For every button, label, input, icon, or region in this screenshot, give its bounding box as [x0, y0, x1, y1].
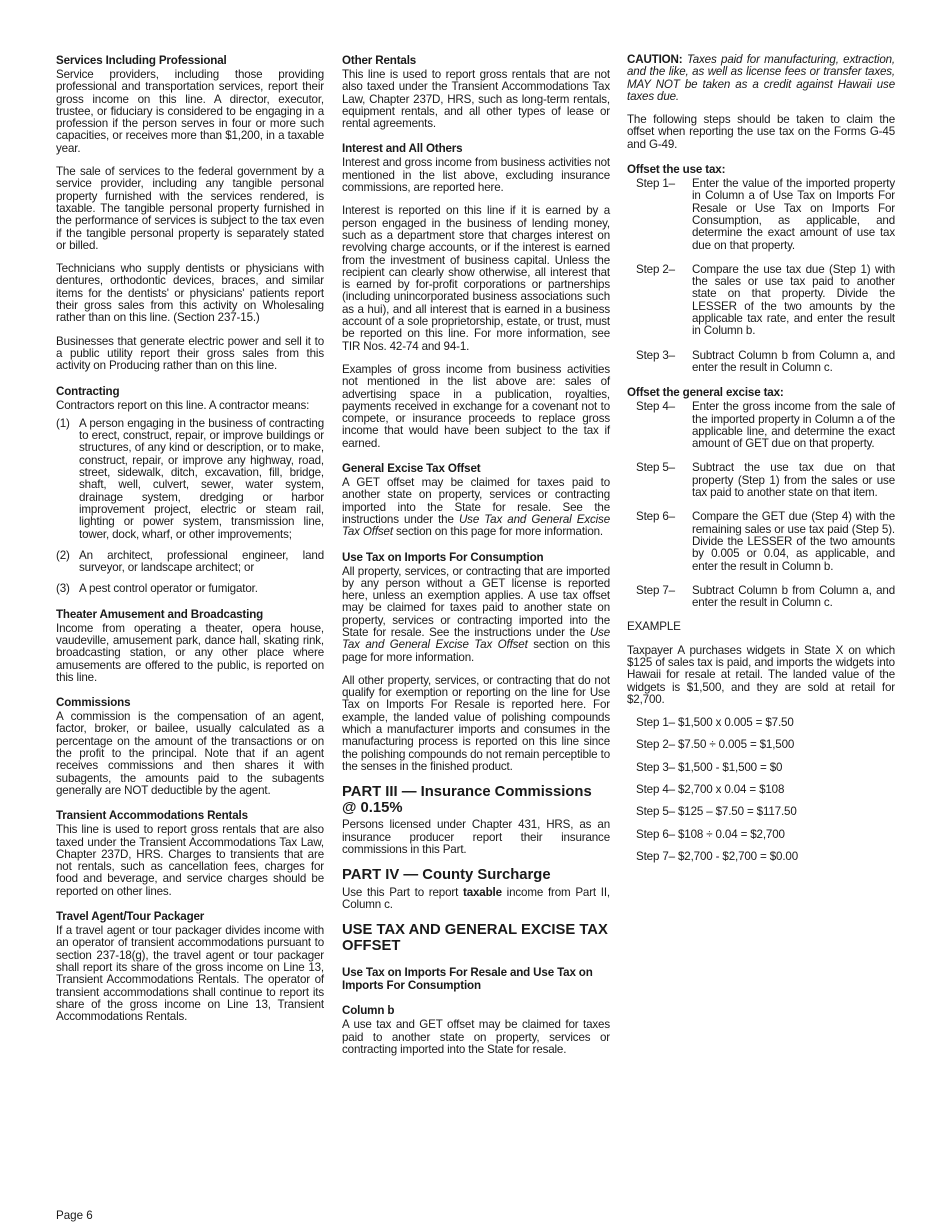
offset-get-heading: Offset the general excise tax:: [627, 386, 784, 400]
list-item: [56, 418, 324, 541]
list-item-text: A pest control operator or fumigator.: [79, 582, 258, 596]
transient-heading: Transient Accommodations Rentals: [56, 809, 248, 823]
step-label: Step 6–: [636, 510, 675, 524]
theater-paragraph: Income from operating a theater, opera house, vaudeville, amusement park, dance hall, skating rink, broadcasting station, or any other place where amusements are offered to the public, is reported on this line.: [56, 621, 324, 684]
step-item: [636, 462, 895, 499]
offset-use-tax-heading: Offset the use tax:: [627, 163, 726, 177]
example-calc-line: Step 4– $2,700 x 0.04 = $108: [636, 783, 785, 797]
use-tax-paragraph-1: [342, 566, 610, 664]
example-calc-line: Step 3– $1,500 - $1,500 = $0: [636, 760, 783, 774]
part4-text-b: income from Part II, Column c.: [342, 885, 610, 911]
column-right: [627, 46, 895, 873]
column-middle: [342, 46, 610, 1067]
get-offset-reference: Use Tax and General Excise Tax Offset: [342, 512, 610, 539]
example-label: EXAMPLE: [627, 620, 681, 634]
step-item: [636, 511, 895, 572]
example-calc-line: Step 1– $1,500 x 0.005 = $7.50: [636, 716, 794, 730]
services-paragraph-4: Businesses that generate electric power and sell it to a public utility report their gross sales from this activity on Producing rather than on this line.: [56, 334, 324, 373]
interest-paragraph-2: Interest is reported on this line if it is earned by a person engaged in the business of lending money, such as a department store that charges interest on revolving charge accounts, or if the interest is earned from the investment of business capital. Unless the recipient can clearly show otherwise, all interest that is earned by for-profit corporations or partnerships (including unincorporated business associations such as a hui), and all interest that is earned in a business account of a sole proprietorship, estate, or trust, must be reported on this line. For more information, see TIR Nos. 42-74 and 94-1.: [342, 204, 610, 353]
step-text: Subtract Column b from Column a, and enter the result in Column c.: [692, 583, 895, 610]
commissions-heading: Commissions: [56, 696, 131, 710]
list-item-number: (3): [56, 582, 70, 596]
interest-heading: Interest and All Others: [342, 142, 463, 156]
step-text: Compare the GET due (Step 4) with the remaining sales or use tax paid (Step 5). Divide the LESSER of the two amounts by 0.005 or 0.04, as applicable, and enter the result in Column b.: [692, 510, 895, 573]
services-paragraph-1: Service providers, including those providing professional and transportation services, report their gross income on this line. A director, executor, trustee, or fiduciary is considered to be engaging in a profession if the person serves in four or more such capacities, or receives more than $1,200, in a taxable year.: [56, 68, 324, 155]
example-calc-line: Step 7– $2,700 - $2,700 = $0.00: [636, 849, 798, 863]
offset-intro-paragraph: The following steps should be taken to claim the offset when reporting the use tax on the Forms G-45 and G-49.: [627, 113, 895, 151]
list-item: [56, 583, 324, 595]
caution-paragraph: [627, 54, 895, 103]
step-text: Subtract the use tax due on that property (Step 1) from the sales or use tax paid to another state on that item.: [692, 461, 895, 500]
part3-heading: PART III — Insurance Commissions @ 0.15%: [342, 784, 592, 816]
step-text: Subtract Column b from Column a, and enter the result in Column c.: [692, 348, 895, 374]
list-item-text: An architect, professional engineer, land surveyor, or landscape architect; or: [79, 548, 324, 575]
use-get-subheading: Use Tax on Imports For Resale and Use Tax on Imports For Consumption: [342, 966, 593, 993]
part4-heading: PART IV — County Surcharge: [342, 867, 551, 884]
example-paragraph: Taxpayer A purchases widgets in State X on which $125 of sales tax is paid, and imports the widgets into Hawaii for resale at retail. The landed value of the widgets is $1,500, and they are sold at retail for $2,700.: [627, 643, 895, 706]
other-rentals-paragraph: This line is used to report gross rentals that are not also taxed under the Transient Accommodations Tax Law, Chapter 237D, HRS, such as long-term rentals, equipment rentals, and all other types of lease or rental agreements.: [342, 68, 610, 131]
use-get-offset-heading: USE TAX AND GENERAL EXCISE TAX OFFSET: [342, 922, 608, 954]
get-offset-text-b: section on this page for more information.: [392, 525, 604, 539]
part4-text-a: Use this Part to report: [342, 885, 463, 899]
example-calc-line: Step 6– $108 ÷ 0.04 = $2,700: [636, 827, 785, 841]
column-b-paragraph: A use tax and GET offset may be claimed for taxes paid to another state on property, services or contracting imported into the State for resale.: [342, 1018, 610, 1056]
caution-text: Taxes paid for manufacturing, extraction, and the like, as well as license fees or transfer taxes, MAY NOT be taken as a credit against Hawaii use taxes due.: [627, 53, 895, 103]
step-item: [636, 350, 895, 375]
example-calc-line: Step 2– $7.50 ÷ 0.005 = $1,500: [636, 738, 795, 752]
example-calc-line: Step 5– $125 – $7.50 = $117.50: [636, 805, 797, 819]
page-number: Page 6: [56, 1209, 93, 1222]
other-rentals-heading: Other Rentals: [342, 54, 417, 67]
step-text: Enter the gross income from the sale of the imported property in Column a of the applicable line, and determine the exact amount of GET due on that property.: [692, 400, 895, 451]
theater-heading: Theater Amusement and Broadcasting: [56, 607, 264, 621]
list-item: [56, 550, 324, 575]
list-item-number: (2): [56, 548, 70, 562]
contracting-paragraph: Contractors report on this line. A contractor means:: [56, 398, 310, 412]
list-item-text: A person engaging in the business of contracting to erect, construct, repair, or improve buildings or structures, of any kind or description, or to make, construct, repair, or improve any highway, road, street, sidewalk, ditch, excavation, fill, bridge, shaft, well, culvert, sewer, water system, drainage system, dredging or harbor improvement project, electric or steam rail, lighting or power system, transmission line, tower, dock, wharf, or other improvements;: [79, 416, 324, 541]
caution-label: CAUTION:: [627, 53, 683, 66]
get-offset-heading: General Excise Tax Offset: [342, 462, 481, 476]
step-item: [636, 401, 895, 450]
list-item-number: (1): [56, 416, 70, 430]
transient-paragraph: This line is used to report gross rentals that are also taxed under the Transient Accommodations Tax Law, Chapter 237D, HRS. Charges to transients that are not rentals, such as cancellation fees, charges for food and beverage, and service charges should be reported on other lines.: [56, 823, 324, 898]
part3-paragraph: Persons licensed under Chapter 431, HRS, as an insurance producer report their insurance commissions in this Part.: [342, 818, 610, 856]
travel-heading: Travel Agent/Tour Packager: [56, 910, 205, 924]
use-tax-consumption-heading: Use Tax on Imports For Consumption: [342, 550, 544, 564]
contracting-list: [56, 418, 324, 596]
step-label: Step 7–: [636, 583, 675, 597]
interest-paragraph-1: Interest and gross income from business activities not mentioned in the list above, excluding insurance commissions, are reported here.: [342, 156, 610, 195]
column-left: [56, 46, 324, 1034]
step-label: Step 4–: [636, 400, 675, 414]
use-tax-reference: Use Tax and General Excise Tax Offset: [342, 625, 610, 652]
step-item: [636, 178, 895, 252]
column-b-heading: Column b: [342, 1004, 395, 1018]
services-paragraph-2: The sale of services to the federal government by a service provider, including any tangible personal property furnished with the services rendered, is taxable. The tangible personal property furnished in the performance of services is subject to the tax even if the tangible personal property is separately stated or billed.: [56, 165, 324, 252]
interest-paragraph-3: Examples of gross income from business activities not mentioned in the list above are: sales of advertising space in a publication, royalties, payments received in exchange for a covenant not to compete, or insurance proceeds to replace gross income that would have been subject to the tax if earned.: [342, 362, 610, 450]
use-tax-paragraph-2: All other property, services, or contracting that do not qualify for exemption or reporting on the line for Use Tax on Imports For Resale is reported here. For example, the landed value of polishing compounds which a manufacturer imports and consumes in the manufacturing process is reported on this line since the polishing compounds do not remain perceptible to the senses in the finished product.: [342, 673, 610, 773]
step-label: Step 5–: [636, 461, 675, 475]
step-text: Enter the value of the imported property in Column a of Use Tax on Imports For Resale or Use Tax on Imports For Consumption, as applicable, and determine the exact amount of use tax due on that property.: [692, 177, 895, 252]
step-label: Step 1–: [636, 177, 675, 191]
step-label: Step 2–: [636, 262, 675, 276]
services-heading: Services Including Professional: [56, 54, 227, 67]
get-offset-text-a: A GET offset may be claimed for taxes paid to another state on property, services or contracting imported into the State for resale. See the instructions under the: [342, 476, 610, 526]
travel-paragraph: If a travel agent or tour packager divides income with an operator of transient accommodations pursuant to section 237-18(g), the travel agent or tour packager shall report its share of the gross income on Line 13, Transient Accommodations Rentals. The operator of transient accommodations shall continue to report its share of the gross income on Line 13, Transient Accommodations Rentals.: [56, 924, 324, 1024]
commissions-paragraph: A commission is the compensation of an agent, factor, broker, or bailee, usually calculated as a percentage on the amount of the transactions or on the profit to the principal. Note that if an agent receives commissions and then shares it with subagents, the amounts paid to the subagents generally are NOT deductible by the agent.: [56, 710, 324, 797]
part4-bold-word: taxable: [462, 885, 502, 899]
use-tax-text-a: All property, services, or contracting that are imported by any person without a GET license is reported here, unless an exemption applies. A use tax offset may be claimed for taxes paid to another state on property, services or contracting imported into the State for resale. See the instructions under the: [342, 564, 610, 639]
part4-paragraph: [342, 887, 610, 912]
contracting-heading: Contracting: [56, 384, 120, 398]
services-paragraph-3: Technicians who supply dentists or physicians with dentures, orthodontic devices, braces, and similar items for the dentists' or physicians' patients report their gross sales from this activity on Wholesaling rather than on this line. (Section 237-15.): [56, 262, 324, 325]
step-text: Compare the use tax due (Step 1) with the sales or use tax paid to another state on that property. Divide the LESSER of the two amounts by the applicable tax rate, and enter the result in Column b.: [692, 262, 895, 338]
get-offset-paragraph: [342, 477, 610, 538]
step-label: Step 3–: [636, 348, 675, 362]
step-item: [636, 264, 895, 338]
step-item: [636, 585, 895, 610]
use-tax-text-b: section on this page for more information.: [342, 638, 611, 664]
